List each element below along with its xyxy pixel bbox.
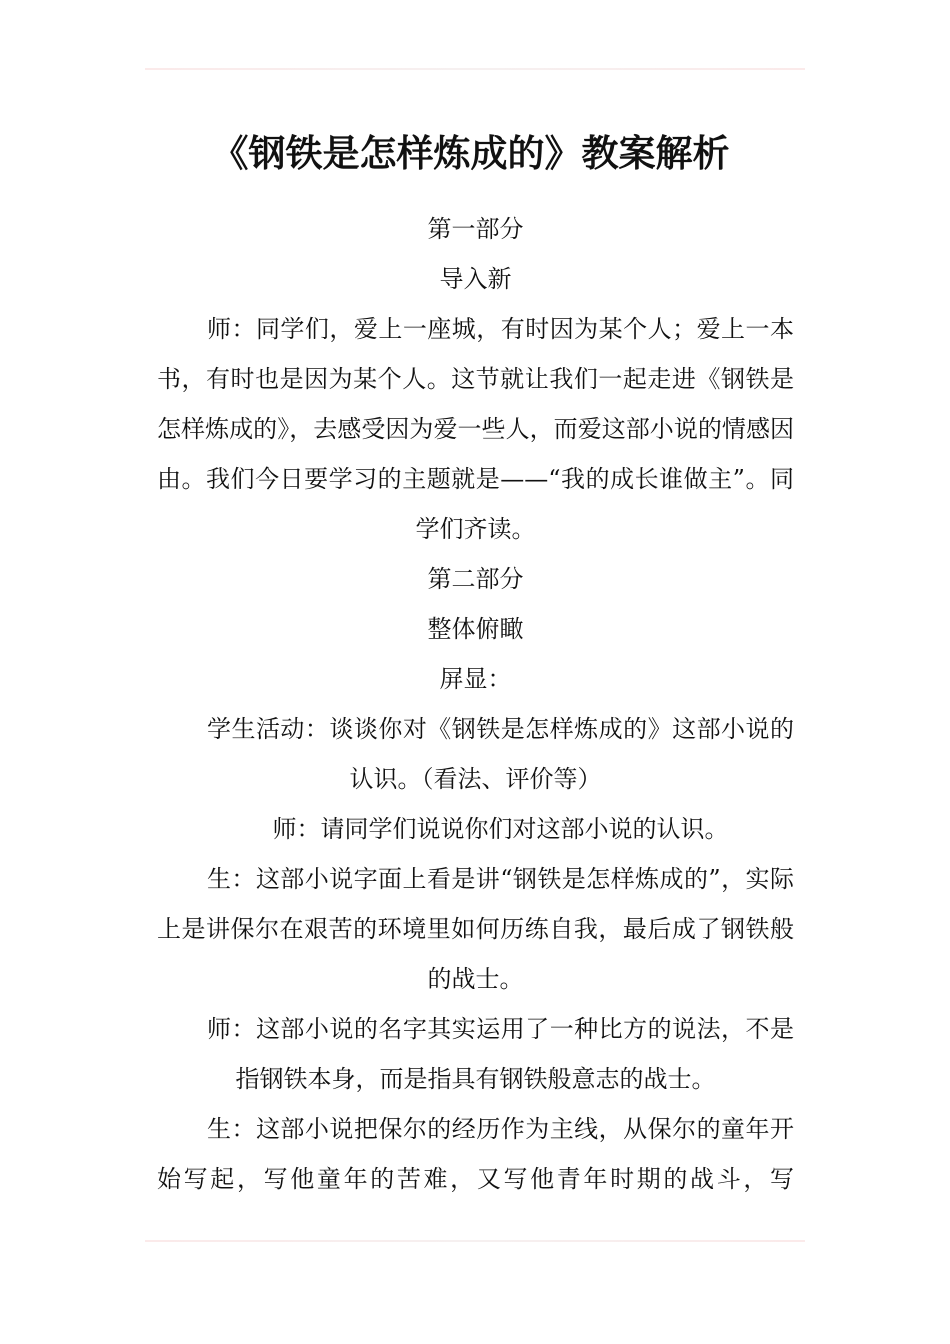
paragraph-teacher-intro: 师：同学们，爱上一座城，有时因为某个人；爱上一本书，有时也是因为某个人。这节就让我们一起走进《钢铁是怎样炼成的》，去感受因为爱一些人，而爱这部小说的情感因由。我们今日要学习的主题就是——“我的成长谁做主”。同学们齐读。 [157,315,794,543]
paragraph-teacher-explanation: 师：这部小说的名字其实运用了一种比方的说法，不是指钢铁本身，而是指具有钢铁般意志的战士。 [207,1015,794,1093]
footer-divider [145,1240,805,1242]
document-page [157,120,794,1204]
section-subheading-intro: 导入新 [439,265,512,293]
section-subheading-overview: 整体俯瞰 [427,615,524,643]
paragraph-student-answer-1: 生：这部小说字面上看是讲“钢铁是怎样炼成的”，实际上是讲保尔在艰苦的环境里如何历练自我，最后成了钢铁般的战士。 [157,865,794,993]
paragraph-student-activity: 学生活动：谈谈你对《钢铁是怎样炼成的》这部小说的认识。（看法、评价等） [207,715,794,793]
section-heading-part-one: 第一部分 [427,215,524,243]
paragraph-student-answer-2: 生：这部小说把保尔的经历作为主线，从保尔的童年开始写起，写他童年的苦难，又写他青年时期的战斗，写 [157,1115,794,1193]
document-title: 《钢铁是怎样炼成的》教案解析 [211,131,730,175]
screen-display-label: 屏显： [439,665,512,693]
section-heading-part-two: 第二部分 [427,565,524,593]
paragraph-teacher-question: 师：请同学们说说你们对这部小说的认识。 [272,815,729,843]
header-divider [145,68,805,70]
